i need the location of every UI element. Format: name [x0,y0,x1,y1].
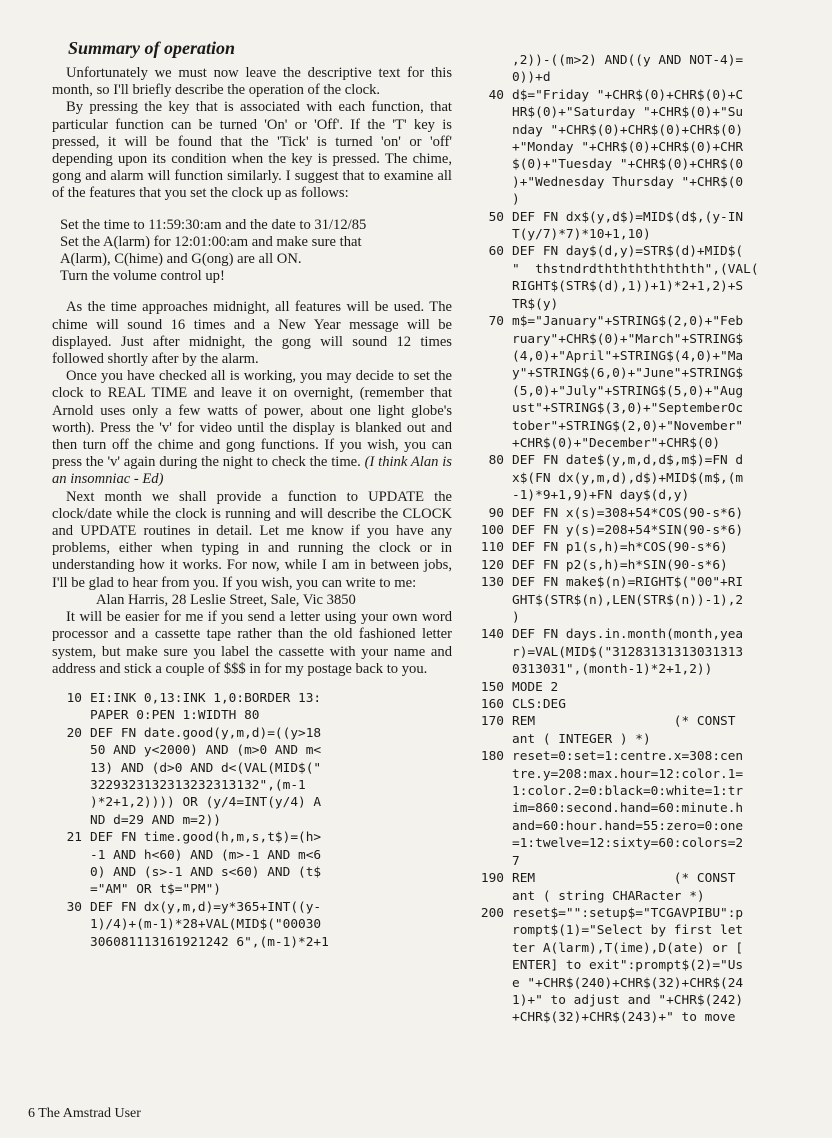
intro-paragraph-2: By pressing the key that is associated with each function, that particular function can be turned 'On' or 'Off'. If the 'T' key is pressed, it will be found that the 'Tick' is turned 'on' or 'off' depending upon its condition when the key is pressed. The chime, gong and alarm will function similarly. I suggest that to examine all of the features that you set the clock up as follows: [52,99,452,202]
code-line [476,209,826,226]
code-line [476,905,826,922]
code-line [52,794,452,811]
code-text: DEF FN make$(n)=RIGHT$("00"+RI [512,575,744,591]
line-number: 100 [480,522,504,538]
code-text: GHT$(STR$(n),LEN(STR$(n))-1),2 [512,592,744,608]
code-text: 1:color.2=0:black=0:white=1:tr [512,784,744,800]
line-number: 130 [480,575,504,591]
line-number [476,174,512,191]
code-line [476,522,826,539]
code-line [476,418,826,435]
line-number [476,104,512,121]
line-number [476,348,512,365]
code-line [52,725,452,742]
line-number [476,69,512,86]
line-number [476,470,512,487]
code-line [476,940,826,957]
line-number [476,644,512,661]
line-number [476,226,512,243]
code-text: DEF FN p1(s,h)=h*COS(90-s*6) [512,540,728,556]
setup-line-4: Turn the volume control up! [60,268,225,285]
line-number [52,812,90,829]
line-number: 140 [480,627,504,643]
code-text: reset$="":setup$="TCGAVPIBU":p [512,905,744,921]
line-number [52,916,90,933]
code-line [476,748,826,765]
code-line [476,1009,826,1026]
code-line [476,888,826,905]
code-line [52,934,452,951]
line-number [476,957,512,974]
right-column [476,52,826,1027]
body-paragraph-1: As the time approaches midnight, all features will be used. The chime will sound 16 times and a New Year message will be displayed. Just after midnight, the gong will sound 12 times followed shortly after by the alarm. [52,299,452,368]
line-number [476,261,512,278]
code-text: 306081113161921242 6",(m-1)*2+1 [90,934,329,950]
line-number [476,122,512,139]
code-line [52,829,452,846]
code-line [52,690,452,707]
code-text: DEF FN dx$(y,d$)=MID$(d$,(y-IN [512,209,744,225]
line-number [476,853,512,870]
line-number: 50 [488,209,504,225]
code-text: DEF FN date.good(y,m,d)=((y>18 [90,725,322,741]
line-number [476,731,512,748]
line-number [476,818,512,835]
code-line [476,853,826,870]
code-text: ) [512,610,520,625]
line-number [476,52,512,69]
code-text: tober"+STRING$(2,0)+"November" [512,418,744,434]
line-number: 30 [66,899,82,915]
code-text: DEF FN day$(d,y)=STR$(d)+MID$( [512,244,744,260]
code-text: reset=0:set=1:centre.x=308:cen [512,749,744,765]
code-text: ) [512,192,520,208]
code-line [476,957,826,974]
code-line [476,435,826,452]
code-text: +"Monday "+CHR$(0)+CHR$(0)+CHR [512,140,744,156]
line-number: 70 [488,314,504,330]
code-text: ust"+STRING$(3,0)+"SeptemberOc [512,401,744,417]
line-number: 80 [488,453,504,469]
code-line [476,644,826,661]
code-text: im=860:second.hand=60:minute.h [512,801,744,817]
code-line [476,226,826,243]
line-number [476,835,512,852]
code-text: (5,0)+"July"+STRING$(5,0)+"Aug [512,383,744,399]
left-column [52,38,452,951]
line-number: 120 [480,557,504,573]
section-heading: Summary of operation [68,38,236,58]
code-text: r)=VAL(MID$("31283131313031313 [512,644,744,660]
code-text: DEF FN y(s)=208+54*SIN(90-s*6) [512,522,744,538]
line-number [52,742,90,759]
code-line [476,69,826,86]
line-number [476,191,512,208]
code-line [52,899,452,916]
code-text: DEF FN time.good(h,m,s,t$)=(h> [90,830,322,846]
code-line [476,278,826,295]
code-line [476,487,826,504]
code-text: TR$(y) [512,296,559,312]
code-line [476,713,826,730]
code-line [476,731,826,748]
code-line [476,331,826,348]
code-text: HR$(0)+"Saturday "+CHR$(0)+"Su [512,105,744,121]
code-line [476,783,826,800]
code-line [476,139,826,156]
line-number: 10 [66,690,82,706]
code-line [476,122,826,139]
line-number: 20 [66,725,82,741]
setup-line-2: Set the A(larm) for 12:01:00:am and make sure that [60,233,362,250]
code-text: $(0)+"Tuesday "+CHR$(0)+CHR$(0 [512,157,744,173]
code-line [52,707,452,724]
code-text: m$="January"+STRING$(2,0)+"Feb [512,314,744,330]
line-number [476,661,512,678]
code-line [476,104,826,121]
code-line [476,818,826,835]
code-line [476,835,826,852]
code-text: e "+CHR$(240)+CHR$(32)+CHR$(24 [512,975,744,991]
code-text: +CHR$(0)+"December"+CHR$(0) [512,435,721,451]
line-number [476,383,512,400]
line-number [476,139,512,156]
code-text: 3229323132313232313132",(m-1 [90,777,306,793]
code-text: REM (* CONST [512,871,736,887]
code-text: ruary"+CHR$(0)+"March"+STRING$ [512,331,744,347]
code-text: ant ( string CHARacter *) [512,888,705,904]
line-number: 200 [480,905,504,921]
code-line [476,452,826,469]
code-line [476,800,826,817]
line-number [52,934,90,951]
code-text: d$="Friday "+CHR$(0)+CHR$(0)+C [512,87,744,103]
line-number [476,487,512,504]
code-line [52,760,452,777]
code-line [476,975,826,992]
line-number [476,592,512,609]
code-line [476,261,826,278]
line-number [476,296,512,313]
author-address: Alan Harris, 28 Leslie Street, Sale, Vic 3850 [96,591,356,608]
line-number: 190 [480,871,504,887]
code-line [476,296,826,313]
code-line [52,812,452,829]
code-text: -1 AND h<60) AND (m>-1 AND m<6 [90,847,322,863]
code-line [476,592,826,609]
code-text: ant ( INTEGER ) *) [512,731,651,747]
code-text: DEF FN dx(y,m,d)=y*365+INT((y- [90,899,322,915]
code-line [52,864,452,881]
line-number: 180 [480,749,504,765]
code-text: 7 [512,853,520,869]
line-number: 60 [488,244,504,260]
code-text: PAPER 0:PEN 1:WIDTH 80 [90,708,260,724]
line-number [52,707,90,724]
line-number: 150 [480,679,504,695]
code-text: EI:INK 0,13:INK 1,0:BORDER 13: [90,690,322,706]
code-line [476,870,826,887]
code-text: " thstndrdththththththth",(VAL( [512,261,759,277]
code-text: ENTER] to exit":prompt$(2)="Us [512,958,744,974]
line-number [476,418,512,435]
code-text: tre.y=208:max.hour=12:color.1= [512,766,744,782]
line-number [476,766,512,783]
line-number [476,331,512,348]
code-line [476,52,826,69]
code-line [476,365,826,382]
code-line [476,174,826,191]
code-text: ,2))-((m>2) AND((y AND NOT-4)= [512,53,744,68]
line-number [52,847,90,864]
intro-paragraph-1: Unfortunately we must now leave the descriptive text for this month, so I'll briefly describe the operation of the clock. [52,65,452,99]
code-text: 13) AND (d>0 AND d<(VAL(MID$(" [90,760,322,776]
code-text: y"+STRING$(6,0)+"June"+STRING$ [512,366,744,382]
line-number: 90 [488,505,504,521]
code-text: )+"Wednesday Thursday "+CHR$(0 [512,174,744,190]
code-line [476,661,826,678]
code-line [476,609,826,626]
code-text: ter A(larm),T(ime),D(ate) or [ [512,940,744,956]
line-number [476,940,512,957]
code-line [476,922,826,939]
line-number [476,888,512,905]
code-text: 1)/4)+(m-1)*28+VAL(MID$("00030 [90,917,322,933]
code-line [476,191,826,208]
line-number [476,156,512,173]
body-paragraph-3: Next month we shall provide a function to UPDATE the clock/date while the clock is running and will describe the CLOCK and UPDATE routines in detail. Let me know if you have any problems, either when typing in and running the clock or in understanding how it works. For now, while I am in between jobs, I'll be glad to hear from you. If you wish, you can write to me: [52,488,452,591]
setup-line-3: A(larm), C(hime) and G(ong) are all ON. [60,251,302,268]
code-text: (4,0)+"April"+STRING$(4,0)+"Ma [512,348,744,364]
line-number [52,794,90,811]
code-line [476,626,826,643]
code-text: x$(FN dx(y,m,d),d$)+MID$(m$,(m [512,470,744,486]
code-line [476,539,826,556]
code-line [476,557,826,574]
code-line [476,243,826,260]
code-text: 0))+d [512,70,551,86]
code-text: DEF FN days.in.month(month,yea [512,627,744,643]
code-line [476,313,826,330]
code-text: 50 AND y<2000) AND (m>0 AND m< [90,743,322,759]
code-line [52,881,452,898]
code-line [476,574,826,591]
code-line [476,696,826,713]
line-number: 110 [480,540,504,556]
code-text: and=60:hour.hand=55:zero=0:one [512,818,744,834]
line-number [476,365,512,382]
right-code-listing [476,52,826,1027]
code-text: T(y/7)*7)*10+1,10) [512,227,651,243]
line-number [52,760,90,777]
code-text: 0313031",(month-1)*2+1,2)) [512,662,713,678]
line-number [476,400,512,417]
line-number: 21 [66,830,82,846]
code-line [52,916,452,933]
line-number [476,800,512,817]
line-number [52,881,90,898]
body-paragraph-2 [52,368,452,488]
line-number [476,975,512,992]
code-text: 0) AND (s>-1 AND s<60) AND (t$ [90,864,322,880]
line-number [476,278,512,295]
code-line [476,348,826,365]
line-number: 40 [488,87,504,103]
line-number [476,922,512,939]
setup-line-1: Set the time to 11:59:30:am and the date to 31/12/85 [60,216,367,233]
code-text: 1)+" to adjust and "+CHR$(242) [512,992,744,1008]
page-footer: 6 The Amstrad User [28,1106,141,1121]
code-line [476,470,826,487]
code-text: -1)*9+1,9)+FN day$(d,y) [512,488,690,504]
code-line [52,742,452,759]
code-line [476,383,826,400]
code-line [52,777,452,794]
code-text: ="AM" OR t$="PM") [90,882,221,898]
code-line [476,505,826,522]
code-text: )*2+1,2)))) OR (y/4=INT(y/4) A [90,795,322,811]
code-line [476,992,826,1009]
code-text: CLS:DEG [512,697,566,713]
code-line [476,156,826,173]
line-number [476,992,512,1009]
left-code-listing [52,690,452,951]
code-text: =1:twelve=12:sixty=60:colors=2 [512,836,744,852]
line-number [476,435,512,452]
code-line [476,679,826,696]
line-number: 170 [480,714,504,730]
code-text: DEF FN date$(y,m,d,d$,m$)=FN d [512,453,744,469]
body-paragraph-2-text: Once you have checked all is working, you may decide to set the clock to REAL TIME and leave it on overnight, (remember that Arnold uses only a few watts of power, about one light globe's worth). Press the 'v' for video until the display is blanked out and then turn off the chime and gong functions. If you wish, you can press the 'v' again during the night to check the time. [52,368,452,471]
code-text: nday "+CHR$(0)+CHR$(0)+CHR$(0) [512,122,744,138]
code-text: RIGHT$(STR$(d),1))+1)*2+1,2)+S [512,279,744,295]
code-line [52,847,452,864]
line-number: 160 [480,697,504,713]
line-number [52,777,90,794]
line-number [476,783,512,800]
line-number [476,1009,512,1026]
code-text: +CHR$(32)+CHR$(243)+" to move [512,1010,736,1026]
editor-note: (I think Alan is an insomniac - Ed) [52,454,452,488]
body-paragraph-4: It will be easier for me if you send a letter using your own word processor and a cassette tape rather than the old fashioned letter system, but make sure you label the cassette with your name and address and stick a couple of $$$ in for my postage back to you. [52,609,452,677]
line-number [52,864,90,881]
code-line [476,766,826,783]
code-text: DEF FN x(s)=308+54*COS(90-s*6) [512,505,744,521]
code-text: DEF FN p2(s,h)=h*SIN(90-s*6) [512,557,728,573]
code-line [476,400,826,417]
code-line [476,87,826,104]
code-text: MODE 2 [512,679,559,695]
code-text: rompt$(1)="Select by first let [512,923,744,939]
code-text: REM (* CONST [512,714,736,730]
line-number [476,609,512,626]
code-text: ND d=29 AND m=2)) [90,812,221,828]
